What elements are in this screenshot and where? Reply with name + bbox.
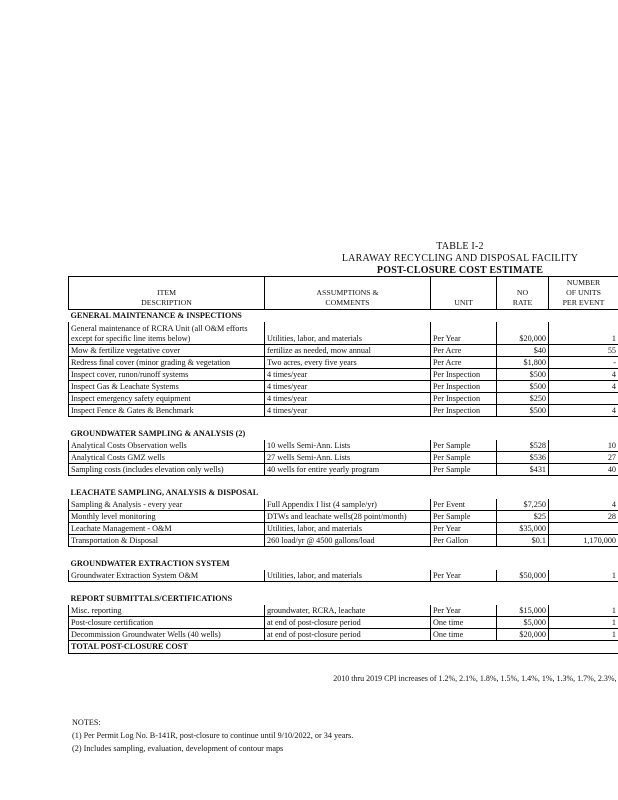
rate-cell: $50,000: [497, 570, 549, 582]
unit-cell: Per Year: [431, 523, 497, 535]
table-row: [69, 499, 618, 511]
table-row: [69, 617, 618, 629]
cpi-row: [69, 654, 618, 685]
notes-heading: NOTES:: [72, 718, 101, 727]
unit-cell: Per Inspection: [431, 393, 497, 405]
unit-cell: Per Acre: [431, 345, 497, 357]
rate-cell: $0.1: [497, 535, 549, 547]
table-row: [69, 322, 618, 345]
assumptions-header: [265, 277, 431, 310]
comments-cell: 4 times/year: [265, 393, 431, 405]
units-cell: 1: [549, 617, 618, 629]
groundwater-extraction-section-heading: GROUNDWATER EXTRACTION SYSTEM: [70, 559, 230, 568]
unit-cell: Per Year: [431, 570, 497, 582]
notes: [72, 716, 353, 755]
table-row: [69, 393, 618, 405]
unit-cell: Per Event: [431, 499, 497, 511]
of-units-label: OF UNITS: [566, 288, 601, 297]
rate-cell: $500: [497, 369, 549, 381]
table-row: [69, 369, 618, 381]
table-row: [69, 535, 618, 547]
facility-name: LARAWAY RECYCLING AND DISPOSAL FACILITY: [341, 253, 579, 264]
comments-cell: fertilize as needed, mow annual: [265, 345, 431, 357]
description-cell: Inspect Gas & Leachate Systems: [69, 381, 265, 393]
unit-header: UNIT: [431, 277, 497, 310]
table-row: [69, 357, 618, 369]
units-cell: 28: [549, 511, 618, 523]
table-title: POST-CLOSURE COST ESTIMATE: [376, 265, 544, 276]
units-cell: [549, 523, 618, 535]
unit-cell: Per Sample: [431, 464, 497, 476]
units-cell: 40: [549, 464, 618, 476]
unit-cell: Per Sample: [431, 440, 497, 452]
description-header: DESCRIPTION: [141, 298, 192, 307]
rate-cell: $500: [497, 381, 549, 393]
comments-cell: at end of post-closure period: [265, 629, 431, 641]
unit-cell: Per Inspection: [431, 369, 497, 381]
unit-cell: One time: [431, 617, 497, 629]
spacer-cell: [69, 582, 618, 594]
table-row: [69, 440, 618, 452]
unit-cell: Per Gallon: [431, 535, 497, 547]
table-row: [69, 345, 618, 357]
table-row: [69, 605, 618, 617]
general-maintenance-section-row: [69, 310, 618, 323]
groundwater-extraction-section-row: [69, 558, 618, 570]
comments-cell: 4 times/year: [265, 369, 431, 381]
rate-cell: $431: [497, 464, 549, 476]
comments-cell: 40 wells for entire yearly program: [265, 464, 431, 476]
table-row: [69, 452, 618, 464]
unit-cell: Per Sample: [431, 452, 497, 464]
comments-cell: Utilities, labor, and materials: [265, 523, 431, 535]
units-cell: 4: [549, 405, 618, 417]
units-cell: 1: [549, 570, 618, 582]
description-cell: Monthly level monitoring: [69, 511, 265, 523]
description-cell: Transportation & Disposal: [69, 535, 265, 547]
rate-cell: $528: [497, 440, 549, 452]
table-row: [69, 570, 618, 582]
units-cell: 1,170,000: [549, 535, 618, 547]
description-cell: Inspect emergency safety equipment: [69, 393, 265, 405]
spacer-row: [69, 417, 618, 429]
unit-cell: One time: [431, 629, 497, 641]
leachate-section-row: [69, 487, 618, 499]
units-cell: -: [549, 357, 618, 369]
rate-cell: $536: [497, 452, 549, 464]
units-cell: 1: [549, 322, 618, 345]
description-cell: Misc. reporting: [69, 605, 265, 617]
rate-cell: $35,000: [497, 523, 549, 535]
table-row: [69, 405, 618, 417]
no-label: NO: [516, 288, 529, 297]
report-submittals-section-heading: REPORT SUBMITTALS/CERTIFICATIONS: [70, 594, 233, 603]
comments-cell: DTWs and leachate wells(28 point/month): [265, 511, 431, 523]
units-cell: [549, 393, 618, 405]
comments-cell: Utilities, labor, and materials: [265, 570, 431, 582]
units-header: [549, 277, 618, 310]
description-cell: Post-closure certification: [69, 617, 265, 629]
table-row: [69, 381, 618, 393]
rate-label: RATE: [512, 298, 533, 307]
spacer-cell: [69, 417, 618, 429]
note-1: (1) Per Permit Log No. B-141R, post-closure to continue until 9/10/2022, or 34 years.: [72, 731, 354, 740]
spacer-row: [69, 582, 618, 594]
rate-cell: $7,250: [497, 499, 549, 511]
unit-cell: Per Inspection: [431, 381, 497, 393]
total-label: TOTAL POST-CLOSURE COST: [69, 641, 618, 654]
description-cell: Analytical Costs Observation wells: [69, 440, 265, 452]
units-cell: 4: [549, 381, 618, 393]
units-cell: 4: [549, 499, 618, 511]
description-cell: Leachate Management - O&M: [69, 523, 265, 535]
table-number: TABLE I-2: [436, 241, 484, 252]
leachate-section-heading: LEACHATE SAMPLING, ANALYSIS & DISPOSAL: [70, 488, 259, 497]
comments-cell: Utilities, labor, and materials: [265, 322, 431, 345]
number-label: NUMBER: [566, 278, 601, 287]
table-row: [69, 511, 618, 523]
comments-cell: Two acres, every five years: [265, 357, 431, 369]
groundwater-sampling-section-heading: GROUNDWATER SAMPLING & ANALYSIS (2): [70, 429, 246, 438]
general-maintenance-section-heading: GENERAL MAINTENANCE & INSPECTIONS: [70, 311, 242, 320]
total-row: [69, 641, 618, 654]
report-submittals-section-row: [69, 593, 618, 605]
units-cell: 1: [549, 629, 618, 641]
item-description-header: [69, 277, 265, 310]
spacer-cell: [69, 547, 618, 559]
units-cell: 4: [549, 369, 618, 381]
rate-cell: $500: [497, 405, 549, 417]
assumptions-label: ASSUMPTIONS &: [316, 288, 379, 297]
unit-cell: Per Year: [431, 605, 497, 617]
description-cell: Sampling & Analysis - every year: [69, 499, 265, 511]
description-cell: Decommission Groundwater Wells (40 wells): [69, 629, 265, 641]
unit-cell: Per Year: [431, 322, 497, 345]
description-cell: Inspect Fence & Gates & Benchmark: [69, 405, 265, 417]
per-event-label: PER EVENT: [562, 298, 605, 307]
rate-cell: $1,800: [497, 357, 549, 369]
unit-cell: Per Acre: [431, 357, 497, 369]
spacer-row: [69, 476, 618, 488]
rate-cell: $250: [497, 393, 549, 405]
comments-cell: 260 load/yr @ 4500 gallons/load: [265, 535, 431, 547]
spacer-row: [69, 547, 618, 559]
rate-cell: $40: [497, 345, 549, 357]
description-cell: Redress final cover (minor grading & vegetation: [69, 357, 265, 369]
rate-header: [497, 277, 549, 310]
units-cell: 27: [549, 452, 618, 464]
units-cell: 1: [549, 605, 618, 617]
table-row: [69, 629, 618, 641]
unit-cell: Per Sample: [431, 511, 497, 523]
note-2: (2) Includes sampling, evaluation, development of contour maps: [72, 744, 284, 753]
description-cell: Mow & fertilize vegetative cover: [69, 345, 265, 357]
comments-cell: 4 times/year: [265, 405, 431, 417]
description-cell: Sampling costs (includes elevation only wells): [69, 464, 265, 476]
item-header: ITEM: [156, 288, 177, 297]
description-cell: General maintenance of RCRA Unit (all O&M efforts except for specific line items below): [69, 322, 265, 345]
description-cell: Analytical Costs GMZ wells: [69, 452, 265, 464]
comments-cell: groundwater, RCRA, leachate: [265, 605, 431, 617]
groundwater-sampling-section-row: [69, 428, 618, 440]
comments-label: COMMENTS: [325, 298, 370, 307]
cpi-note: 2010 thru 2019 CPI increases of 1.2%, 2.1%, 1.8%, 1.5%, 1.4%, 1%, 1.3%, 1.7%, 2.3%,: [333, 674, 617, 683]
comments-cell: 27 wells Semi-Ann. Lists: [265, 452, 431, 464]
description-cell: Inspect cover, runon/runoff systems: [69, 369, 265, 381]
comments-cell: at end of post-closure period: [265, 617, 431, 629]
post-closure-cost-table: [68, 276, 618, 684]
header-row: [69, 277, 618, 310]
comments-cell: 4 times/year: [265, 381, 431, 393]
rate-cell: $20,000: [497, 629, 549, 641]
units-cell: 10: [549, 440, 618, 452]
comments-cell: Full Appendix I list (4 sample/yr): [265, 499, 431, 511]
rate-cell: $15,000: [497, 605, 549, 617]
table-row: [69, 523, 618, 535]
unit-cell: Per Inspection: [431, 405, 497, 417]
units-cell: 55: [549, 345, 618, 357]
comments-cell: 10 wells Semi-Ann. Lists: [265, 440, 431, 452]
rate-cell: $20,000: [497, 322, 549, 345]
rate-cell: $25: [497, 511, 549, 523]
spacer-cell: [69, 476, 618, 488]
rate-cell: $5,000: [497, 617, 549, 629]
table-row: [69, 464, 618, 476]
description-cell: Groundwater Extraction System O&M: [69, 570, 265, 582]
